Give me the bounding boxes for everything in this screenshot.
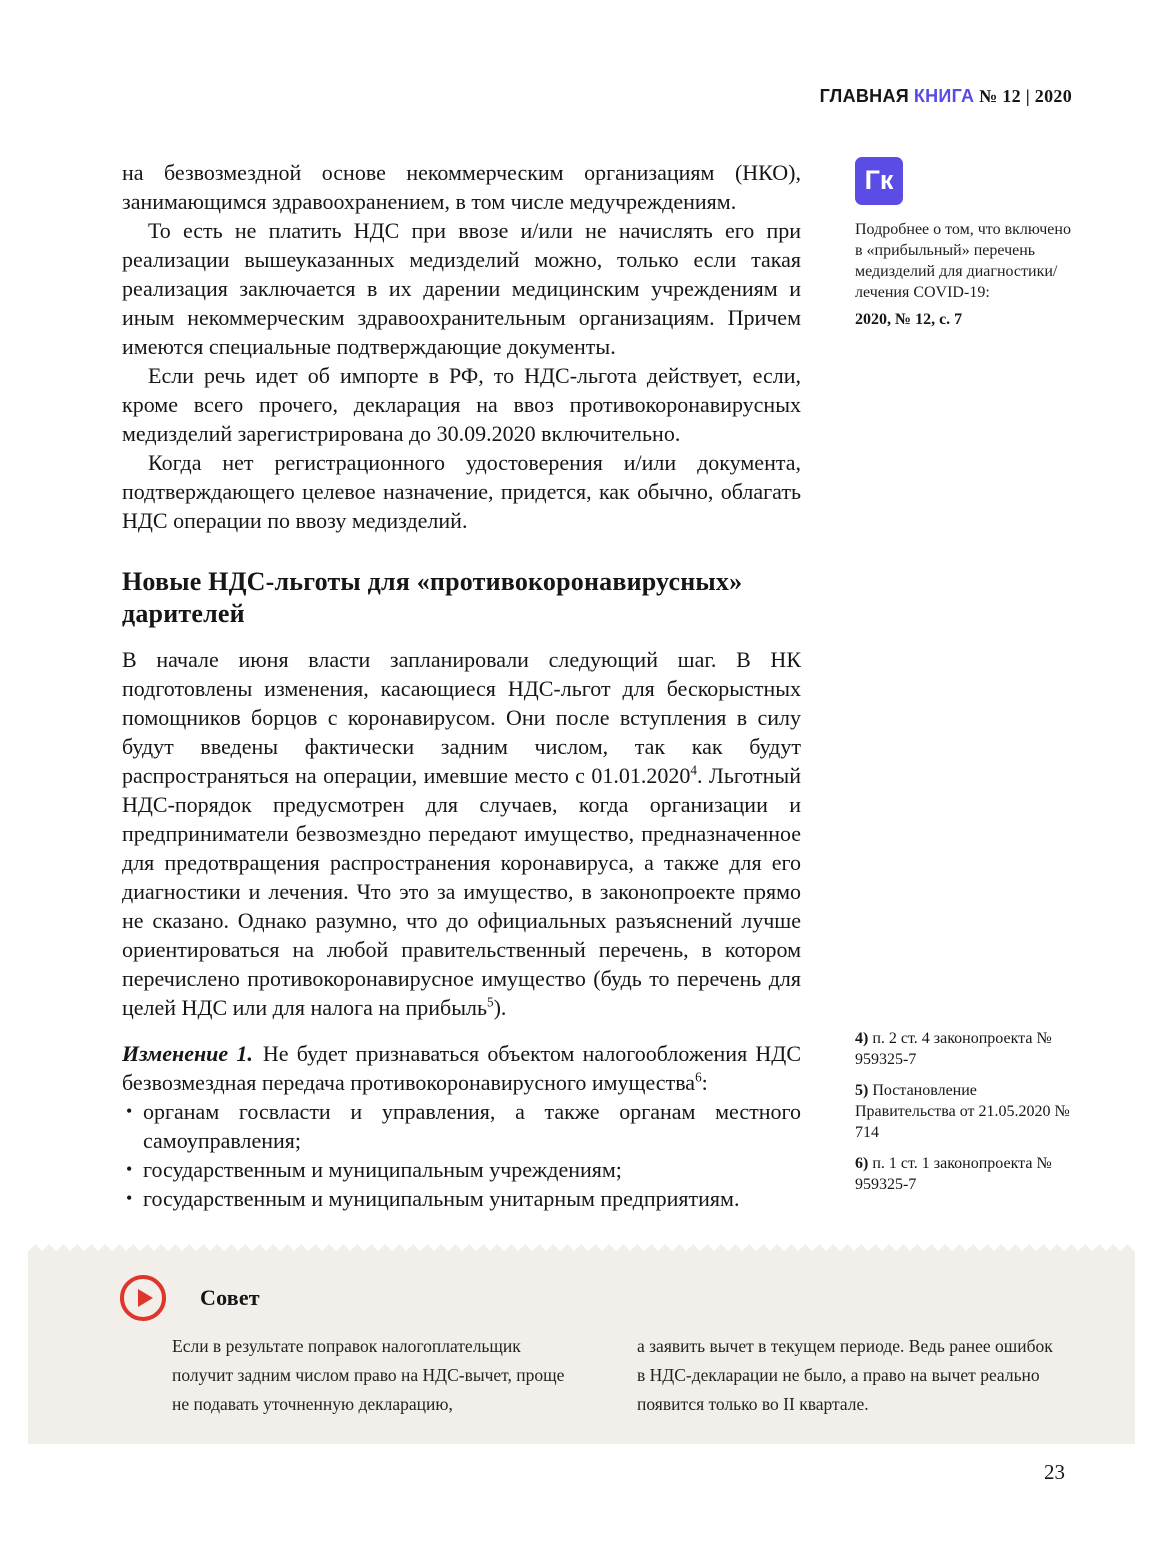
bullet-text: государственным и муниципальным унитарным предприятиям.	[143, 1186, 740, 1211]
magazine-brand-black: ГЛАВНАЯ	[819, 86, 910, 106]
footnote-4	[855, 1028, 1075, 1070]
bullet-text: органам госвласти и управления, а также органам местного самоуправления;	[143, 1099, 801, 1153]
bullet-item	[122, 1155, 801, 1184]
bullet-marker: •	[126, 1159, 133, 1179]
bullet-list	[122, 1097, 801, 1213]
footnote-number: 6)	[855, 1155, 869, 1172]
gk-logo-icon: Гк	[855, 157, 903, 205]
footnotes-block	[855, 1028, 1075, 1205]
footnote-number: 5)	[855, 1082, 869, 1099]
body-column	[122, 158, 801, 1213]
bullet-item	[122, 1097, 801, 1155]
advice-callout-box	[28, 1251, 1135, 1444]
footnote-text: п. 1 ст. 1 законопроекта № 959325-7	[855, 1155, 1052, 1193]
page-number: 23	[1044, 1460, 1065, 1484]
footnote-text: Постановление Правительства от 21.05.2020 № 714	[855, 1082, 1070, 1141]
change-paragraph	[122, 1039, 801, 1097]
paragraph-2: То есть не платить НДС при ввозе и/или не начислять его при реализации вышеуказанных медизделий можно, только если такая реализация заключается в их дарении медицинским учреждениям и иным некоммерческим здравоохранительным организациям. Причем имеются специальные подтверждающие документы.	[122, 218, 801, 359]
bullet-text: государственным и муниципальным учреждениям;	[143, 1157, 622, 1182]
footnote-ref-5: 5	[487, 994, 494, 1010]
sidebar-note: Подробнее о том, что включено в «прибыльный» перечень медизделий для диагностики/ лечения COVID-19:	[855, 221, 1071, 301]
bullet-marker: •	[126, 1188, 133, 1208]
paragraph-5	[122, 645, 801, 1022]
footnote-number: 4)	[855, 1030, 869, 1047]
bullet-item	[122, 1184, 801, 1213]
advice-header	[120, 1275, 1135, 1321]
advice-title: Совет	[200, 1285, 260, 1310]
issue-label: № 12 | 2020	[979, 86, 1072, 106]
advice-column-right: а заявить вычет в текущем периоде. Ведь ранее ошибок в НДС-декларации не было, а право на вычет реально появится только во II квартале.	[637, 1336, 1053, 1414]
footnote-text: п. 2 ст. 4 законопроекта № 959325-7	[855, 1030, 1052, 1068]
footnote-ref-6: 6	[695, 1069, 702, 1085]
footnote-ref-4: 4	[690, 762, 697, 778]
page-header	[820, 86, 1072, 107]
play-triangle-icon	[138, 1289, 153, 1307]
footnote-5	[855, 1080, 1075, 1143]
sidebar-note-reference: 2020, № 12, с. 7	[855, 311, 963, 328]
paragraph-5-text-b: . Льготный НДС-порядок предусмотрен для случаев, когда организации и предприниматели безвозмездно передают имущество, предназначенное для предотвращения распространения коронавируса, а также для его диагностики и лечения. Что это за имущество, в законопроекте прямо не сказано. Однако разумно, что до официальных разъяснений лучше ориентироваться на любой правительственный перечень, в котором перечислено противокоронавирусное имущество (будь то перечень для целей НДС или для налога на прибыль	[122, 763, 801, 1020]
footnote-6	[855, 1153, 1075, 1195]
sidebar	[855, 157, 1075, 329]
paragraph-5-text-a: В начале июня власти запланировали следующий шаг. В НК подготовлены изменения, касающиеся НДС-льгот для бескорыстных помощников борцов с коронавирусом. Они после вступления в силу будут введены фактически задним числом, так как будут распространяться на операции, имевшие место с 01.01.2020	[122, 647, 801, 788]
change-colon: :	[701, 1070, 708, 1095]
bullet-marker: •	[126, 1101, 133, 1121]
play-icon	[120, 1275, 166, 1321]
change-label: Изменение 1.	[122, 1041, 253, 1066]
paragraph-4: Когда нет регистрационного удостоверения и/или документа, подтверждающего целевое назначение, придется, как обычно, облагать НДС операции по ввозу медизделий.	[122, 450, 801, 533]
paragraph-3: Если речь идет об импорте в РФ, то НДС-льгота действует, если, кроме всего прочего, декларация на ввоз противокоронавирусных медизделий зарегистрирована до 30.09.2020 включительно.	[122, 363, 801, 446]
paragraph-1: на безвозмездной основе некоммерческим организациям (НКО), занимающимся здравоохранением, в том числе медучреждениям.	[122, 160, 801, 214]
advice-columns	[172, 1332, 1135, 1419]
section-heading: Новые НДС-льготы для «противокоронавирусных» дарителей	[122, 567, 743, 628]
magazine-brand-purple: КНИГА	[913, 86, 975, 106]
paragraph-5-text-c: ).	[493, 995, 507, 1020]
advice-column-left: Если в результате поправок налогоплательщик получит задним числом право на НДС-вычет, проще не подавать уточненную декларацию,	[172, 1336, 565, 1414]
change-text: Не будет признаваться объектом налогообложения НДС безвозмездная передача противокоронавирусного имущества	[122, 1041, 801, 1095]
